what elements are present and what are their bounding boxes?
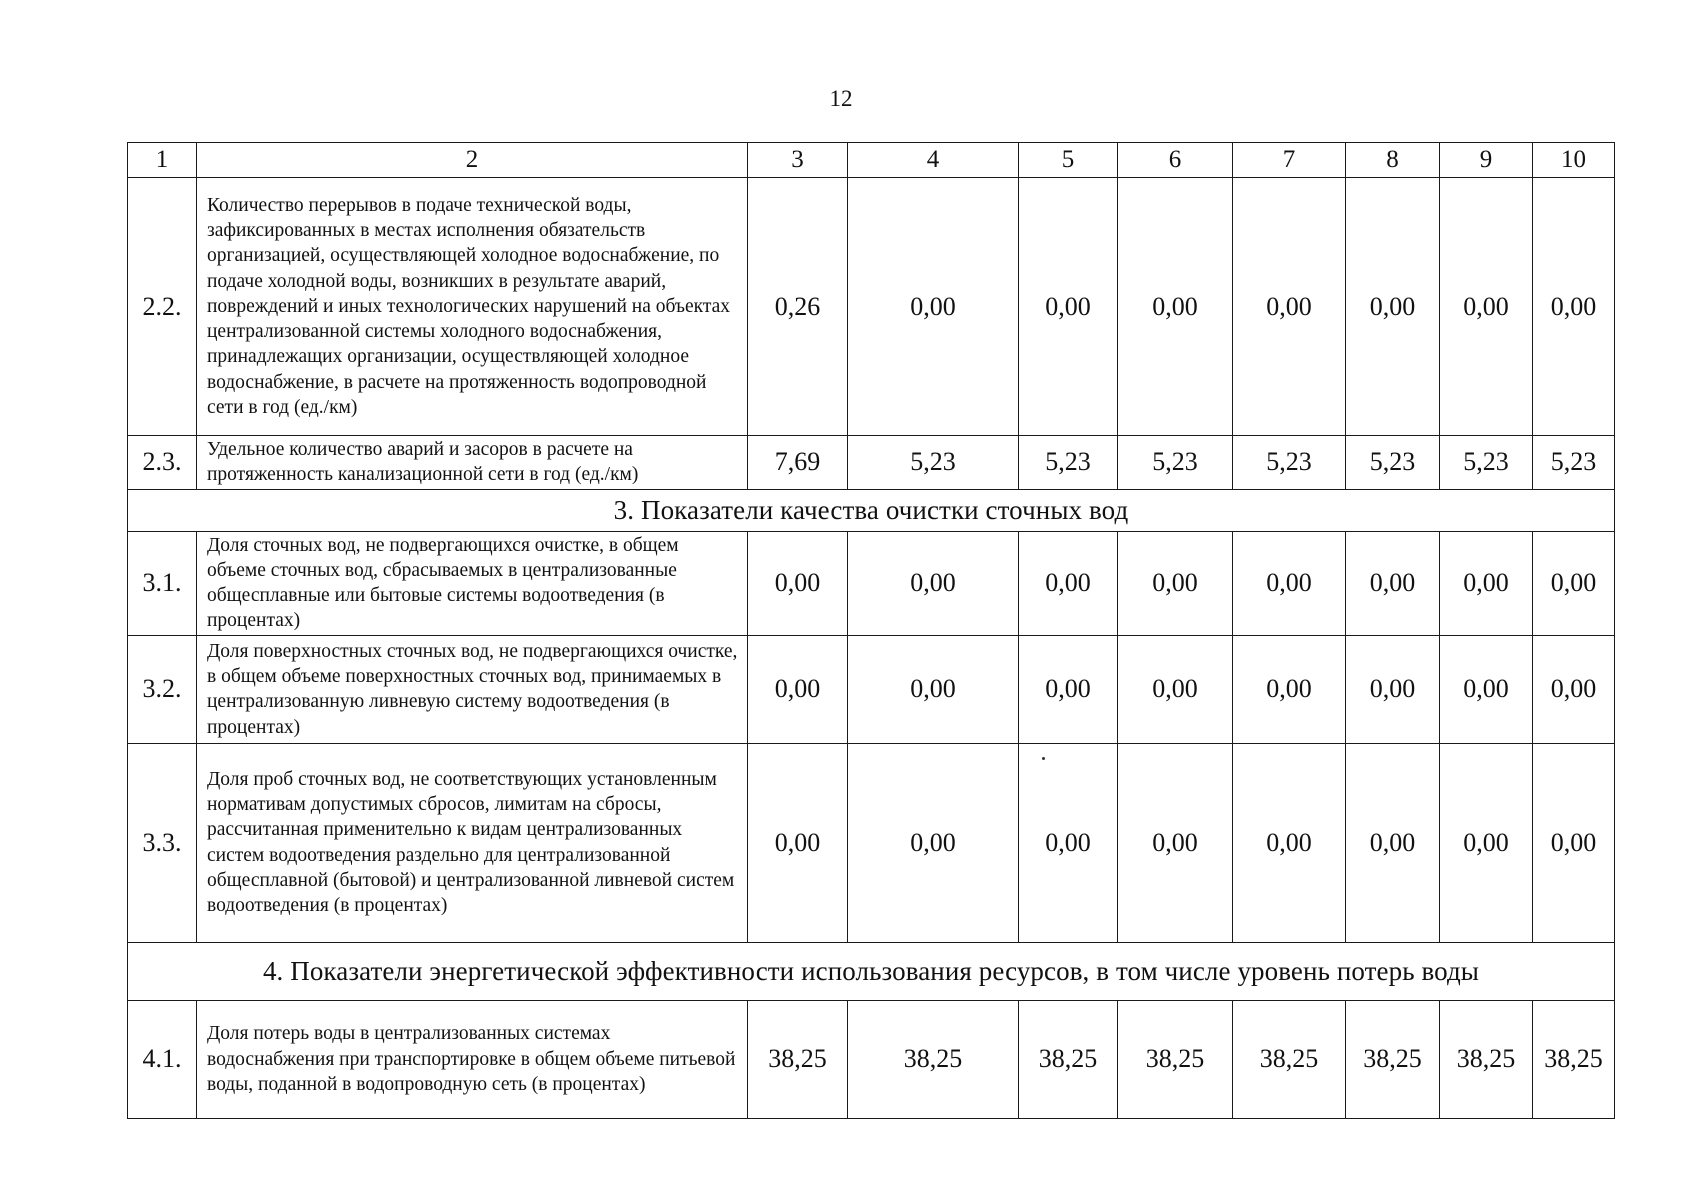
value-cell-col-10: 5,23: [1533, 436, 1615, 490]
indicator-row: [128, 635, 1615, 743]
indicator-description: Доля проб сточных вод, не соответствующих установленным нормативам допустимых сбросов, лимитам на сбросы, рассчитанная применительно к видам централизованных систем водоотведения раздельно для централизованной общесплавной (бытовой) и централизованной ливневой систем водоотведения (в процентах): [197, 743, 748, 942]
value-cell-col-10: 0,00: [1533, 635, 1615, 743]
value-cell-col-5: 0,00: [1019, 178, 1118, 436]
value-cell-col-6: 0,00: [1118, 635, 1233, 743]
value-cell-col-5: 38,25: [1019, 1000, 1118, 1118]
value-cell-col-4: 0,00: [848, 635, 1019, 743]
column-header-9: 9: [1440, 143, 1533, 178]
indicator-description: Доля сточных вод, не подвергающихся очистке, в общем объеме сточных вод, сбрасываемых в централизованные общесплавные или бытовые системы водоотведения (в процентах): [197, 531, 748, 635]
value-cell-col-7: 38,25: [1233, 1000, 1346, 1118]
value-cell-col-7: 0,00: [1233, 743, 1346, 942]
indicator-row: [128, 178, 1615, 436]
value-cell-col-6: 0,00: [1118, 743, 1233, 942]
indicator-number: 3.2.: [128, 635, 197, 743]
value-cell-col-9: 0,00: [1440, 743, 1533, 942]
indicator-number: 2.2.: [128, 178, 197, 436]
value-cell-col-9: 38,25: [1440, 1000, 1533, 1118]
value-cell-col-9: 5,23: [1440, 436, 1533, 490]
column-header-7: 7: [1233, 143, 1346, 178]
indicator-description: Доля поверхностных сточных вод, не подвергающихся очистке, в общем объеме поверхностных сточных вод, принимаемых в централизованную ливневую систему водоотведения (в процентах): [197, 635, 748, 743]
indicator-description: Количество перерывов в подаче технической воды, зафиксированных в местах исполнения обязательств организацией, осуществляющей холодное водоснабжение, по подаче холодной воды, возникших в результате аварий, повреждений и иных технологических нарушений на объектах централизованной системы холодного водоснабжения, принадлежащих организации, осуществляющей холодное водоснабжение, в расчете на протяженность водопроводной сети в год (ед./км): [197, 178, 748, 436]
section-title: 3. Показатели качества очистки сточных вод: [128, 489, 1615, 531]
column-header-5: 5: [1019, 143, 1118, 178]
value-cell-col-4: 0,00: [848, 531, 1019, 635]
value-cell-col-4: 0,00: [848, 178, 1019, 436]
value-cell-col-3: 38,25: [748, 1000, 848, 1118]
value-cell-col-6: 0,00: [1118, 178, 1233, 436]
indicator-number: 3.3.: [128, 743, 197, 942]
value-cell-col-5: 5,23: [1019, 436, 1118, 490]
value-cell-col-9: 0,00: [1440, 531, 1533, 635]
indicator-row: [128, 1000, 1615, 1118]
section-title: 4. Показатели энергетической эффективности использования ресурсов, в том числе уровень потерь воды: [128, 942, 1615, 1000]
value-cell-col-3: 0,00: [748, 743, 848, 942]
column-header-10: 10: [1533, 143, 1615, 178]
value-cell-col-5: 0,00: [1019, 635, 1118, 743]
value-cell-col-7: 0,00: [1233, 531, 1346, 635]
value-cell-col-10: 38,25: [1533, 1000, 1615, 1118]
indicator-description: Удельное количество аварий и засоров в расчете на протяженность канализационной сети в год (ед./км): [197, 436, 748, 490]
value-cell-col-8: 0,00: [1346, 743, 1440, 942]
column-number-header-row: [128, 143, 1615, 178]
value-cell-col-4: 38,25: [848, 1000, 1019, 1118]
value-cell-col-8: 0,00: [1346, 635, 1440, 743]
value-cell-col-3: 0,00: [748, 531, 848, 635]
value-cell-col-3: 0,00: [748, 635, 848, 743]
value-cell-col-4: 0,00: [848, 743, 1019, 942]
value-cell-col-8: 38,25: [1346, 1000, 1440, 1118]
section-header-row: [128, 942, 1615, 1000]
indicator-row: [128, 436, 1615, 490]
column-header-1: 1: [128, 143, 197, 178]
column-header-6: 6: [1118, 143, 1233, 178]
indicator-row: [128, 743, 1615, 942]
value-cell-col-7: 0,00: [1233, 178, 1346, 436]
value-cell-col-6: 0,00: [1118, 531, 1233, 635]
value-cell-col-6: 5,23: [1118, 436, 1233, 490]
value-cell-col-7: 0,00: [1233, 635, 1346, 743]
value-cell-col-10: 0,00: [1533, 178, 1615, 436]
indicator-description: Доля потерь воды в централизованных системах водоснабжения при транспортировке в общем объеме питьевой воды, поданной в водопроводную сеть (в процентах): [197, 1000, 748, 1118]
value-cell-col-10: 0,00: [1533, 743, 1615, 942]
column-header-4: 4: [848, 143, 1019, 178]
value-cell-col-4: 5,23: [848, 436, 1019, 490]
value-cell-col-8: 0,00: [1346, 531, 1440, 635]
indicators-table: [127, 142, 1615, 1119]
indicator-row: [128, 531, 1615, 635]
indicator-number: 2.3.: [128, 436, 197, 490]
value-cell-col-10: 0,00: [1533, 531, 1615, 635]
indicator-number: 4.1.: [128, 1000, 197, 1118]
value-cell-col-8: 0,00: [1346, 178, 1440, 436]
value-cell-col-9: 0,00: [1440, 178, 1533, 436]
page-number: 12: [829, 86, 853, 111]
column-header-3: 3: [748, 143, 848, 178]
value-cell-col-8: 5,23: [1346, 436, 1440, 490]
value-cell-col-9: 0,00: [1440, 635, 1533, 743]
value-cell-col-3: 0,26: [748, 178, 848, 436]
column-header-8: 8: [1346, 143, 1440, 178]
value-cell-col-6: 38,25: [1118, 1000, 1233, 1118]
section-header-row: [128, 489, 1615, 531]
value-cell-col-5: 0,00: [1019, 531, 1118, 635]
indicator-number: 3.1.: [128, 531, 197, 635]
column-header-2: 2: [197, 143, 748, 178]
scan-dot: [1042, 757, 1045, 760]
value-cell-col-3: 7,69: [748, 436, 848, 490]
value-cell-col-7: 5,23: [1233, 436, 1346, 490]
value-cell-col-5: 0,00: [1019, 743, 1118, 942]
